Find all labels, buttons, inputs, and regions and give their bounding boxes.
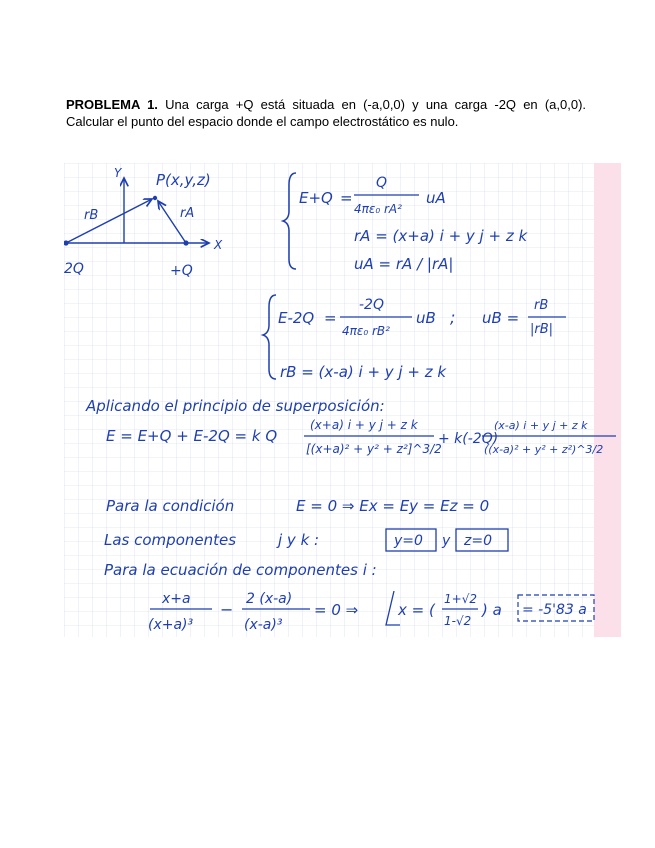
superposition-num1: (x+a) i + y j + z k (310, 418, 418, 432)
problem-text: Una carga +Q está situada en (-a,0,0) y una carga -2Q en (a,0,0). Calcular el punto del espacio donde el campo electrostático es nulo. (66, 97, 587, 129)
components-expr: j y k : (278, 531, 320, 549)
ub-num: rB (534, 298, 549, 313)
eq-eq-unit: uA (426, 189, 446, 207)
final-eq0: = 0 ⇒ (314, 601, 359, 619)
superposition-lhs: E = E+Q + E-2Q = k Q (106, 427, 278, 445)
components-box2: z=0 (464, 533, 492, 549)
axis-x-label: X (214, 238, 223, 252)
final-frac-d: 1-√2 (444, 614, 472, 628)
superposition-num2: (x-a) i + y j + z k (494, 419, 588, 432)
superposition-den1: [(x+a)² + y² + z²]^3/2 (306, 442, 442, 456)
problem-label: PROBLEMA 1. (66, 97, 158, 112)
eq-eq-den: 4πε₀ rA² (354, 202, 402, 216)
final-result: = -5'83 a (522, 602, 587, 618)
final-x-lhs: x = ( (398, 601, 435, 619)
e2q-equals: = (324, 309, 337, 327)
rb-label: rB (84, 208, 99, 223)
ua-definition: uA = rA / |rA| (354, 255, 454, 273)
e2q-lhs: E-2Q (278, 309, 315, 327)
paper-margin (594, 163, 621, 637)
axis-y-label: Y (114, 166, 122, 180)
final-frac-n: 1+√2 (444, 592, 477, 606)
eq-eq-lhs: E+Q (299, 189, 333, 207)
point-p-dot (153, 196, 157, 200)
handwritten-solution (64, 163, 621, 637)
eq-eq-num: Q (376, 175, 388, 191)
final-x-rhs: ) a (482, 601, 502, 619)
components-mid: y (442, 533, 451, 549)
point-p-label: P(x,y,z) (156, 171, 211, 189)
final-minus: − (220, 600, 234, 619)
eq-eq-equals: = (340, 189, 353, 207)
problem-statement (66, 96, 586, 130)
final-n1: x+a (162, 591, 191, 607)
solution-sheet-svg (64, 163, 621, 637)
final-n2: 2 (x-a) (246, 591, 293, 607)
ub-den: |rB| (530, 322, 554, 337)
final-d2: (x-a)³ (244, 617, 283, 633)
rb-definition: rB = (x-a) i + y j + z k (280, 363, 447, 381)
charge-q-dot (183, 240, 188, 245)
charge-right-label: +Q (170, 263, 193, 279)
superposition-den2: ((x-a)² + y² + z²)^3/2 (484, 443, 604, 456)
ra-label: rA (180, 206, 195, 221)
final-d1: (x+a)³ (148, 617, 194, 633)
ra-definition: rA = (x+a) i + y j + z k (354, 227, 528, 245)
charge-left-label: 2Q (64, 261, 84, 277)
components-box1: y=0 (394, 533, 423, 549)
e2q-separator: ; (450, 308, 456, 327)
eq-i-label: Para la ecuación de componentes i : (104, 561, 377, 579)
components-label: Las componentes (104, 531, 237, 549)
e2q-den: 4πε₀ rB² (342, 324, 390, 338)
ub-lhs: uB = (482, 309, 520, 327)
superposition-heading: Aplicando el principio de superposición: (86, 397, 385, 415)
condition-expr: E = 0 ⇒ Ex = Ey = Ez = 0 (296, 497, 490, 515)
e2q-unit: uB (416, 309, 436, 327)
e2q-num: -2Q (359, 297, 384, 313)
superposition-plus: + k(-2Q) (438, 431, 499, 447)
condition-label: Para la condición (106, 497, 235, 515)
